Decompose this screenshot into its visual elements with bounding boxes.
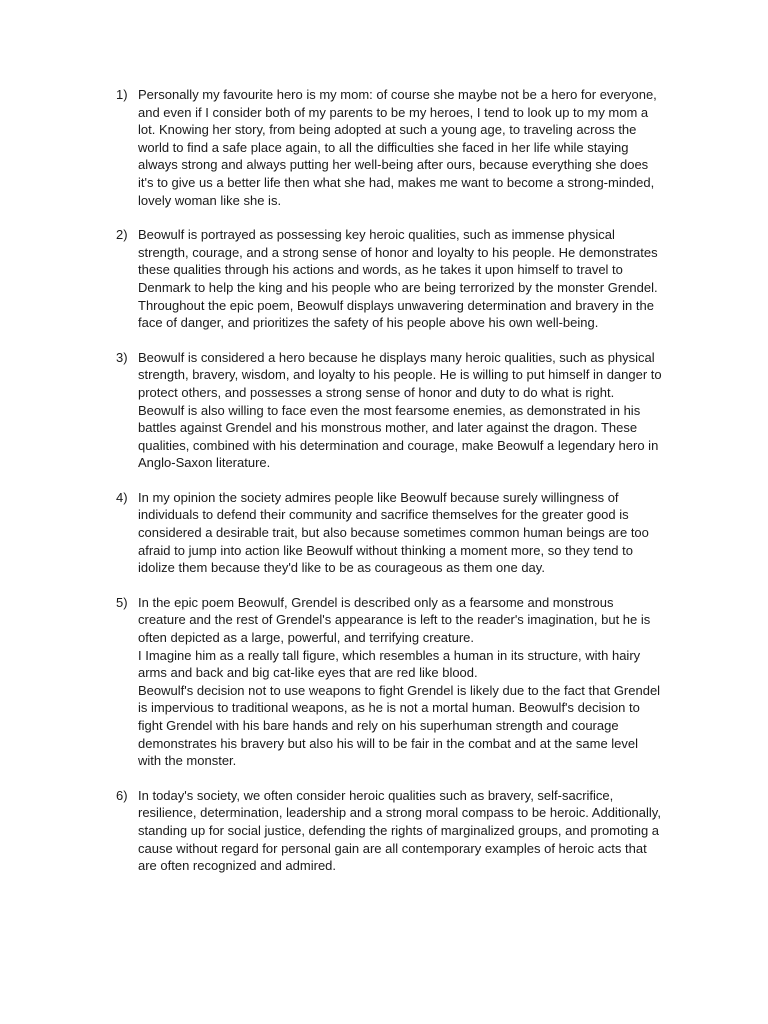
list-item-3 (116, 349, 664, 472)
list-item-2 (116, 226, 664, 332)
list-item-1 (116, 86, 664, 209)
item-paragraph: Beowulf is portrayed as possessing key heroic qualities, such as immense physical strength, courage, and a strong sense of honor and loyalty to his people. He demonstrates these qualities through his actions and words, as he takes it upon himself to travel to Denmark to help the king and his people who are being terrorized by the monster Grendel. Throughout the epic poem, Beowulf displays unwavering determination and bravery in the face of danger, and prioritizes the safety of his people above his own well-being. (138, 227, 658, 331)
list-item-6 (116, 787, 664, 875)
list-item-4 (116, 489, 664, 577)
item-number: 4) (116, 489, 128, 505)
item-paragraph: In my opinion the society admires people like Beowulf because surely willingness of individuals to defend their community and sacrifice themselves for the greater good is considered a desirable trait, but also because sometimes common human beings are too afraid to jump into action like Beowulf without thinking a moment more, so they tend to idolize them because they'd like to be as courageous as them one day. (138, 489, 649, 576)
item-number: 1) (116, 87, 128, 102)
item-paragraph: In today's society, we often consider heroic qualities such as bravery, self-sacrifice, resilience, determination, leadership and a strong moral compass to be heroic. Additionally, standing up for social justice, defending the rights of marginalized groups, and promoting a cause without regard for personal gain are all contemporary examples of heroic acts that are often recognized and admired. (138, 787, 661, 874)
item-number: 3) (116, 349, 128, 365)
item-paragraph: I Imagine him as a really tall figure, which resembles a human in its structure, with hairy arms and back and big cat-like eyes that are red like blood. (138, 647, 641, 681)
item-paragraph: Beowulf's decision not to use weapons to fight Grendel is likely due to the fact that Grendel is impervious to traditional weapons, as he is not a mortal human. Beowulf's decision to fight Grendel with his bare hands and rely on his superhuman strength and courage demonstrates his bravery but also his will to be fair in the combat and at the same level with the monster. (138, 682, 661, 769)
item-paragraph: In the epic poem Beowulf, Grendel is described only as a fearsome and monstrous creature and the rest of Grendel's appearance is left to the reader's imagination, but he is often depicted as a large, powerful, and terrifying creature. (138, 594, 651, 646)
list-item-5 (116, 594, 664, 770)
item-number: 2) (116, 227, 128, 243)
item-paragraph: Personally my favourite hero is my mom: of course she maybe not be a hero for everyone, and even if I consider both of my parents to be my heroes, I tend to look up to my mom a lot. Knowing her story, from being adopted at such a young age, to traveling across the world to find a safe place again, to all the difficulties she faced in her life while staying always strong and always putting her well-being after ours, because everything she does it's to give us a better life then what she had, makes me want to become a strong-minded, lovely woman like she is. (138, 87, 657, 208)
item-number: 6) (116, 787, 128, 803)
item-paragraph: Beowulf is considered a hero because he displays many heroic qualities, such as physical strength, bravery, wisdom, and loyalty to his people. He is willing to put himself in danger to protect others, and possesses a strong sense of honor and duty to do what is right. Beowulf is also willing to face even the most fearsome enemies, as demonstrated in his battles against Grendel and his monstrous mother, and later against the dragon. These qualities, combined with his determination and courage, make Beowulf a legendary hero in Anglo-Saxon literature. (138, 349, 662, 471)
item-number: 5) (116, 594, 128, 610)
